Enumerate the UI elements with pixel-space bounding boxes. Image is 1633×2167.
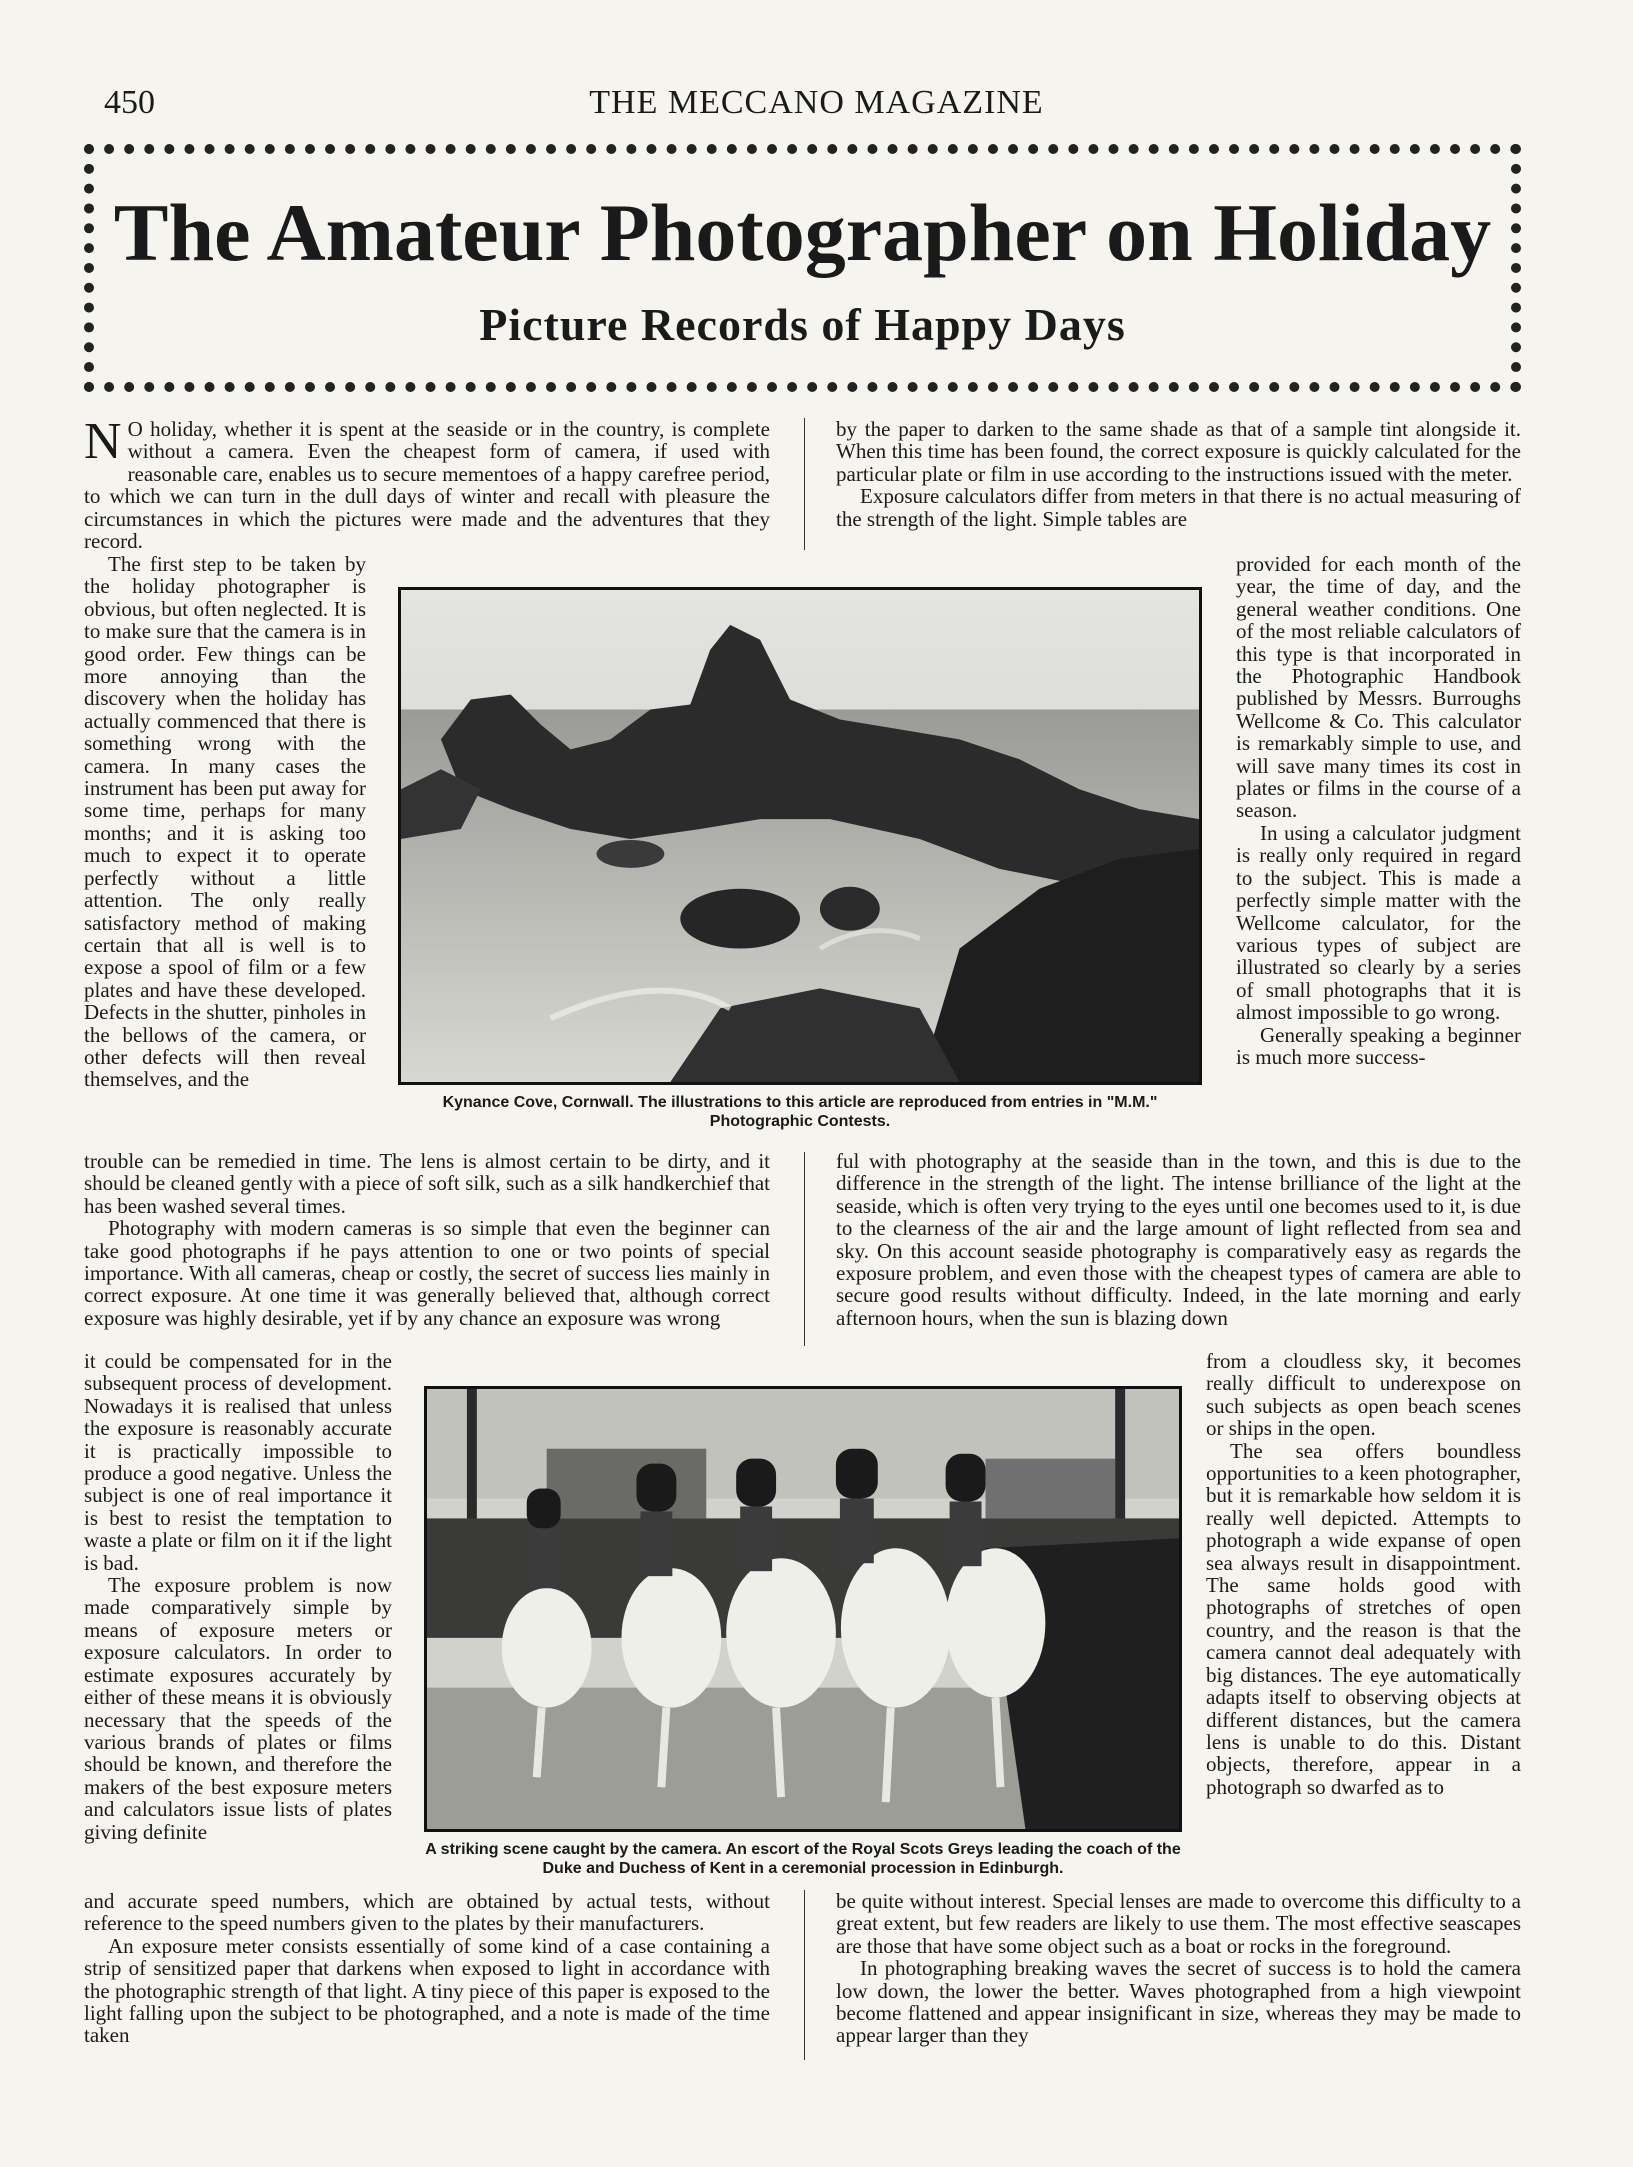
column-rule <box>804 1152 805 1346</box>
paragraph: In using a calculator judgment is really only required in regard to the subject. This is made a perfectly simple matter with the Wellcome calculator, for the various types of subject are illustrated so clearly by a series of small photographs that it is almost impossible to go wrong. <box>1236 820 1521 1025</box>
text-bottom-right <box>836 1890 1521 2047</box>
paragraph: O holiday, whether it is spent at the seaside or in the country, is complete without a camera. Even the cheapest form of camera, if used with reasonable care, enables us to secure mementoes of a happy carefree period, to which we can turn in the dull days of winter and recall with pleasure the circumstances in which the pictures were made and the adventures that they record. <box>84 417 770 554</box>
paragraph: by the paper to darken to the same shade as that of a sample tint alongside it. When this time has been found, the correct exposure is quickly calculated for the particular plate or film in use according to the instructions issued with the meter. <box>836 417 1521 486</box>
text-lower-left-narrow <box>84 1350 392 1843</box>
caption-photo-1: Kynance Cove, Cornwall. The illustrations to this article are reproduced from entries in "M.M." Photographic Contests. <box>442 1094 1158 1130</box>
column-rule <box>804 1890 805 2060</box>
paragraph: trouble can be remedied in time. The lens is almost certain to be dirty, and it should be cleaned gently with a piece of soft silk, such as a silk handkerchief that has been washed several times. <box>84 1149 770 1218</box>
paragraph: An exposure meter consists essentially of some kind of a case containing a strip of sensitized paper that darkens when exposed to light in accordance with the photographic strength of that light. A tiny piece of this paper is exposed to the light falling upon the subject to be photographed, and a note is made of the time taken <box>84 1933 770 2048</box>
paragraph: from a cloudless sky, it becomes really difficult to underexpose on such subjects as open beach scenes or ships in the open. <box>1206 1349 1521 1441</box>
text-mid-right <box>836 1150 1521 1329</box>
paragraph: and accurate speed numbers, which are obtained by actual tests, without reference to the speed numbers given to the plates by their manufacturers. <box>84 1889 770 1936</box>
paragraph: The sea offers boundless opportunities to a keen photographer, but it is remarkable how seldom it is really well depicted. Attempts to photograph a wide expanse of open sea always result in disappointment. The same holds good with photographs of stretches of open country, and the reason is that the camera cannot deal adequately with big distances. The eye automatically adapts itself to observing objects at different distances, but the camera lens is unable to do this. Distant objects, therefore, appear in a photograph so dwarfed as to <box>1206 1438 1521 1799</box>
page-number: 450 <box>104 84 155 121</box>
paragraph: The first step to be taken by the holiday photographer is obvious, but often neglected. It is to make sure that the camera is in good order. Few things can be more annoying than the discovery when the holiday has actually commenced that there is something wrong with the camera. In many cases the instrument has been put away for some time, perhaps for many months; and it is asking too much to expect it to operate perfectly without a little attention. The only really satisfactory method of making certain that all is well is to expose a spool of film or a few plates and have these developed. Defects in the shutter, pinholes in the bellows of the camera, or other defects will then reveal themselves, and the <box>84 552 366 1092</box>
coastal-landscape-image <box>401 590 1199 1082</box>
text-mid-left <box>84 1150 770 1329</box>
paragraph: ful with photography at the seaside than in the town, and this is due to the difference in the strength of the light. The intense brilliance of the light at the seaside, which is often very trying to the eyes until one becomes used to it, is due to the clearness of the air and the large amount of light reflected from sea and sky. On this account seaside photography is comparatively easy as regards the exposure problem, and even those with the cheapest types of camera are able to secure good results without difficulty. Indeed, in the late morning and early afternoon hours, when the sun is blazing down <box>836 1149 1521 1330</box>
article-subtitle: Picture Records of Happy Days <box>479 299 1126 350</box>
paragraph: Photography with modern cameras is so simple that even the beginner can take good photographs if he pays attention to one or two points of special importance. With all cameras, cheap or costly, the secret of success lies mainly in correct exposure. At one time it was generally believed that, although correct exposure was highly desirable, yet if by any chance an exposure was wrong <box>84 1216 770 1330</box>
text-lower-right-narrow <box>1206 1350 1521 1798</box>
procession-image <box>427 1389 1179 1829</box>
paragraph: it could be compensated for in the subsequent process of development. Nowadays it is realised that unless the exposure is reasonably accurate it is practically impossible to produce a good negative. Unless the subject is one of real importance it is best to resist the temptation to waste a plate or film on it if the light is bad. <box>84 1349 392 1575</box>
photo-kynance-cove <box>398 587 1202 1085</box>
text-top-left <box>84 413 770 554</box>
paragraph: Exposure calculators differ from meters in that there is no actual measuring of the strength of the light. Simple tables are <box>836 484 1521 531</box>
paragraph: Generally speaking a beginner is much more success- <box>1236 1022 1521 1069</box>
running-header: THE MECCANO MAGAZINE <box>589 84 1044 121</box>
drop-cap: N <box>84 413 122 470</box>
text-top-right <box>836 418 1521 530</box>
text-left-narrow <box>84 553 366 1091</box>
paragraph: The exposure problem is now made comparatively simple by means of exposure meters or exposure calculators. In order to estimate exposures accurately by either of these means it is obviously necessary that the speeds of the various brands of plates or films should be known, and therefore the makers of the best exposure meters and calculators issue lists of plates giving definite <box>84 1573 392 1844</box>
photo-royal-scots-greys <box>424 1386 1182 1832</box>
paragraph: be quite without interest. Special lenses are made to overcome this difficulty to a great extent, but few readers are likely to use them. The most effective seascapes are those that have some object such as a boat or rocks in the foreground. <box>836 1889 1521 1958</box>
text-right-narrow <box>1236 553 1521 1068</box>
paragraph: provided for each month of the year, the time of day, and the general weather conditions. One of the most reliable calculators of this type is that incorporated in the Photographic Handbook published by Messrs. Burroughs Wellcome & Co. This calculator is remarkably simple to use, and will save many times its cost in plates or films in the course of a season. <box>1236 552 1521 823</box>
paragraph: In photographing breaking waves the secret of success is to hold the camera low down, the lower the better. Waves photographed from a high viewpoint become flattened and appear insignificant in size, whereas they may be made to appear larger than they <box>836 1956 1521 2048</box>
column-rule <box>804 418 805 550</box>
caption-photo-2: A striking scene caught by the camera. An escort of the Royal Scots Greys leading the coach of the Duke and Duchess of Kent in a ceremonial procession in Edinburgh. <box>425 1841 1181 1877</box>
article-title: The Amateur Photographer on Holiday <box>113 187 1492 278</box>
text-bottom-left <box>84 1890 770 2047</box>
